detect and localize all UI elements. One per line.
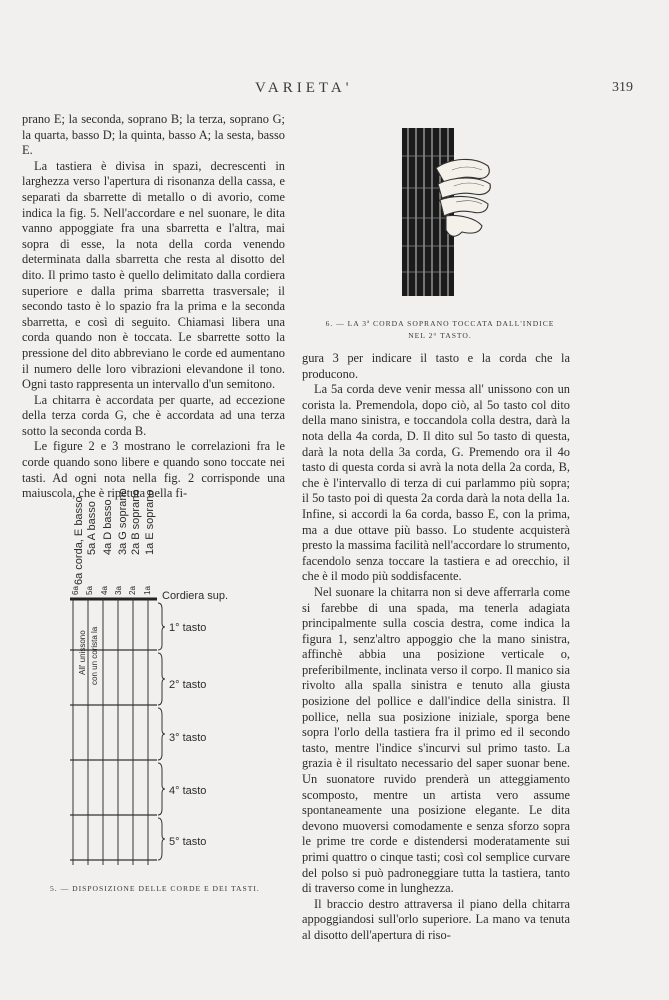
string-label: 3a G soprano <box>117 488 129 555</box>
fret-label: 2° tasto <box>169 679 207 691</box>
paragraph: Il braccio destro attraversa il piano della chitarra appoggiandosi sull'orlo superiore. La mano va tenuta al disotto dell'apertura di riso- <box>302 896 570 942</box>
fret-label: 4° tasto <box>169 785 207 797</box>
paragraph: La chitarra è accordata per quarte, ad eccezione della terza corda G, che è accordata ad una terza sotto la seconda corda B. <box>22 392 285 438</box>
fret-label: 5° tasto <box>169 836 207 848</box>
string-label: 2a B soprano <box>130 489 142 555</box>
caption-line: 6. — LA 3ª CORDA SOPRANO TOCCATA DALL'INDICE <box>325 319 555 328</box>
string-ordinal: 5a <box>85 586 94 595</box>
figure-5-diagram <box>55 485 295 875</box>
string-ordinal: 4a <box>100 586 109 595</box>
nut-label: Cordiera sup. <box>162 590 229 602</box>
string-label: 6a corda, E basso <box>73 496 85 585</box>
unison-note: All' unissono <box>78 630 87 675</box>
figure-6-caption <box>310 318 570 342</box>
paragraph: gura 3 per indicare il tasto e la corda che la producono. <box>302 351 570 381</box>
paragraph: Nel suonare la chitarra non si deve afferrarla come si farebbe di una spada, ma tenerla adagiata principalmente sulla coscia destra, come indica la figura 1, senz'altro appoggio che la mano sinistra, affinchè abbia una posizione verticale o, preferibilmente, inclinata verso il corpo. Il manico sia rivolto alla spalla sinistra e tenuto alla giusta posizione del pollice e dall'indice della sinistra. Il pollice, nella sua posizione iniziale, sporga bene sopra l'orlo della tastiera fra il primo ed il secondo tasto, mentre l'indice s'incurvi sul primo tasto. La grazia è il risultato necessario del saper suonar bene. Un suonatore ruvido prenderà un atteggiamento scomposto, mentre un artista vero assume spontaneamente una posizione elegante. Le dita devono muoversi comodamente e senza sforzo sopra le prime tre corde e distendersi moderatamente sui primi quattro o cinque tasti; così col semplice curvare del polso si può padroneggiare tutta la tastiera, tanto di traverso come in lunghezza. <box>302 584 570 896</box>
page-number: 319 <box>612 80 633 95</box>
string-label: 5a A basso <box>86 501 98 555</box>
paragraph: La tastiera è divisa in spazi, decrescenti in larghezza verso l'apertura di risonanza della cassa, e separati da sbarrette di metallo o di avorio, come indica la fig. 5. Nell'accordare e nel suonare, le dita vanno appoggiate fra una sbarretta e l'altra, mai sopra di esse, la nota della corda venendo determinata dalla sbarretta che resta al disotto del dito. Il primo tasto è quello delimitato dalla cordiera superiore e dalla prima sbarretta trasversale; il secondo tasto è lo spazio fra la prima e la seconda sbarretta, e così di seguito. Chiamasi libera una corda quando non è toccata. Le sbarrette sotto la pressione del dito abbreviano le corde ed aumentano il numero delle loro vibrazioni elevandone il tono. Ogni tasto rappresenta un intervallo d'un semitono. <box>22 158 285 392</box>
string-ordinal: 6a <box>71 586 80 595</box>
right-column <box>302 351 570 944</box>
figure-5-caption: 5. — DISPOSIZIONE DELLE CORDE E DEI TASTI. <box>50 884 260 893</box>
string-label: 1a E soprano <box>144 489 156 555</box>
fret-label: 1° tasto <box>169 622 207 634</box>
paragraph: prano E; la seconda, soprano B; la terza, soprano G; la quarta, basso D; la quinta, basso A; la sesta, basso E. <box>22 112 285 158</box>
running-head: VARIETA' <box>255 80 353 96</box>
string-ordinal: 2a <box>128 586 137 595</box>
string-ordinal: 3a <box>114 586 123 595</box>
string-label: 4a D basso <box>102 499 114 555</box>
caption-line: NEL 2° TASTO. <box>408 331 472 340</box>
unison-note: con un corista la <box>90 626 99 685</box>
figure-6-illustration <box>396 126 496 298</box>
left-column <box>22 112 285 502</box>
string-ordinal: 1a <box>143 586 152 595</box>
paragraph: La 5a corda deve venir messa all' unissono con un corista la. Premendola, dopo ciò, al 5o tasto col dito della mano sinistra, e toccandola colla destra, darà la nota della 4a corda, D. Il dito sul 5o tasto di questa, darà la nota della 3a corda, G. Premendo ora il 4o tasto di questa corda si avrà la nota della 2a corda, B, che è l'intervallo di terza di cui parlammo più sopra; il 5o tasto poi di questa 2a corda darà la nota della 1a. Infine, si accordi la 6a corda, basso E, con la prima, ma a due ottave più basso. Lo studente acquisterà presto la massima facilità nell'accordare lo strumento, facendolo senza toccare la tastiera e ad orecchio, il che è il modo più soddisfacente. <box>302 382 570 584</box>
fret-label: 3° tasto <box>169 732 207 744</box>
paragraph: Le figure 2 e 3 mostrano le correlazioni fra le corde quando sono libere e quando sono toccate nei tasti. Ad ogni nota nella fig. 2 corrisponde una maiuscola, che è ripetuta nella fi- <box>22 439 285 501</box>
